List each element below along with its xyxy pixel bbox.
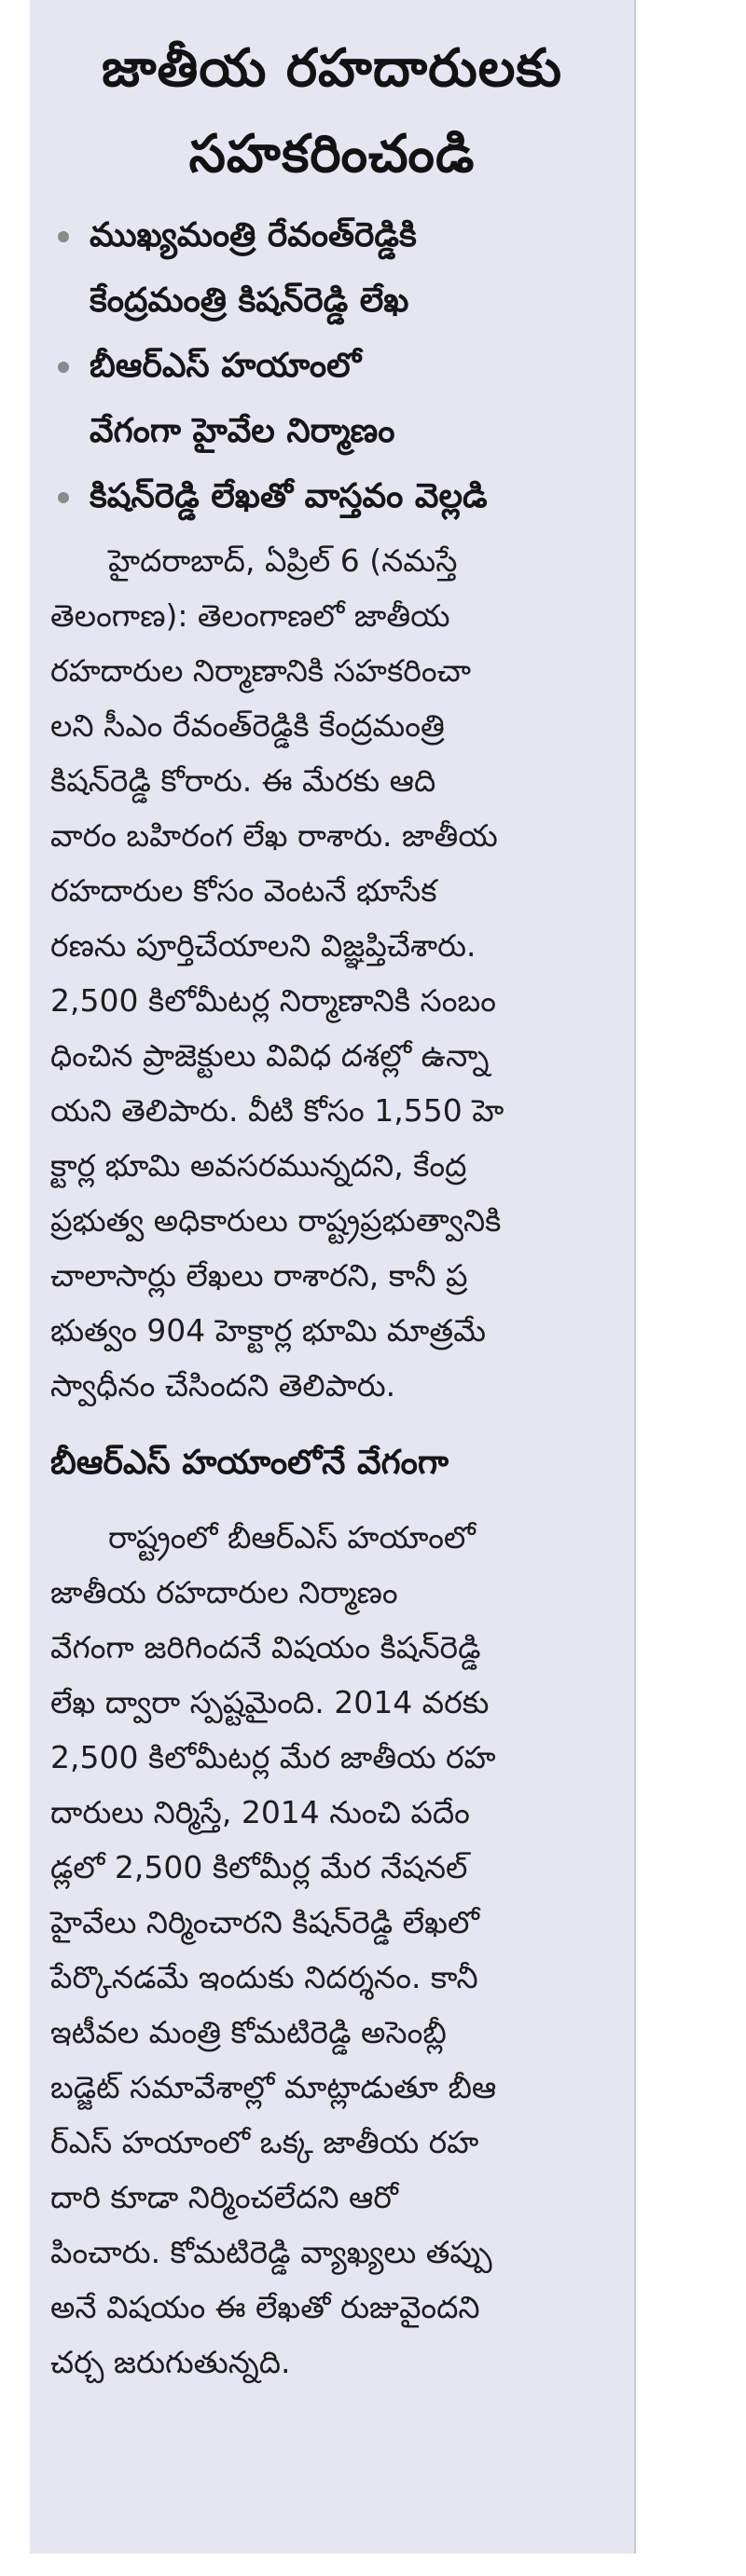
text-line: హైవేలు నిర్మించారని కిషన్‌రెడ్డి లేఖలో bbox=[50, 1904, 479, 1940]
bullet-line: ముఖ్యమంత్రి రేవంత్‌రెడ్డికి bbox=[90, 216, 417, 254]
paragraph-1 bbox=[50, 533, 614, 1413]
text-line: కిషన్‌రెడ్డి కోరారు. ఈ మేరకు ఆది bbox=[50, 762, 436, 799]
subheading: బీఆర్‌ఎస్‌ హయాంలోనే వేగంగా bbox=[50, 1444, 449, 1482]
highlight-bullets bbox=[30, 203, 634, 529]
text-line: రహదారుల నిర్మాణానికి సహకరించా bbox=[50, 652, 472, 689]
text-line: బడ్జెట్‌ సమావేశాల్లో మాట్లాడుతూ బీఆ bbox=[50, 2069, 497, 2105]
headline-line-1: జాతీయ రహదారులకు bbox=[101, 38, 563, 99]
bullet-item bbox=[50, 464, 617, 529]
text-line: వేగంగా జరిగిందనే విషయం కిషన్‌రెడ్డి bbox=[50, 1629, 481, 1665]
text-line: చాలాసార్లు లేఖలు రాశారని, కానీ ప్ర bbox=[50, 1257, 468, 1294]
text-line: వారం బహిరంగ లేఖ రాశారు. జాతీయ bbox=[50, 817, 498, 854]
text-line: జాతీయ రహదారుల నిర్మాణం bbox=[50, 1574, 398, 1610]
article-body bbox=[30, 529, 634, 2390]
text-line: క్టార్ల భూమి అవసరమున్నదని, కేంద్ర bbox=[50, 1147, 467, 1184]
text-line: రాష్ట్రంలో బీఆర్‌ఎస్‌ హయాంలో bbox=[108, 1519, 476, 1555]
text-line: పించారు. కోమటిరెడ్డి వ్యాఖ్యలు తప్పు bbox=[50, 2234, 492, 2270]
bullet-dot-icon bbox=[58, 492, 69, 503]
bullet-line: కిషన్‌రెడ్డి లేఖతో వాస్తవం వెల్లడి bbox=[90, 477, 488, 515]
news-clipping bbox=[30, 0, 636, 2554]
text-line: ప్రభుత్వ అధికారులు రాష్ట్రప్రభుత్వానికి bbox=[50, 1202, 502, 1239]
text-line: చర్చ జరుగుతున్నది. bbox=[50, 2344, 291, 2380]
text-line: ర్‌ఎస్‌ హయాంలో ఒక్క జాతీయ రహ bbox=[50, 2124, 479, 2160]
text-line: యని తెలిపారు. వీటి కోసం 1,550 హె bbox=[50, 1092, 504, 1129]
headline-line-2: సహకరించండి bbox=[188, 124, 476, 185]
text-line: దారి కూడా నిర్మించలేదని ఆరో bbox=[50, 2179, 398, 2215]
bullet-line: బీఆర్‌ఎస్‌ హయాంలో bbox=[90, 347, 362, 385]
bullet-line: వేగంగా హైవేల నిర్మాణం bbox=[90, 412, 395, 450]
text-line: రహదారుల కోసం వెంటనే భూసేక bbox=[50, 872, 437, 909]
text-line: లని సీఎం రేవంత్‌రెడ్డికి కేంద్రమంత్రి bbox=[50, 707, 445, 744]
bullet-item bbox=[50, 203, 617, 334]
bullet-dot-icon bbox=[58, 362, 69, 373]
text-line: 2,500 కిలోమీటర్ల నిర్మాణానికి సంబం bbox=[50, 982, 496, 1019]
bullet-item bbox=[50, 334, 617, 464]
paragraph-2 bbox=[50, 1510, 614, 2390]
text-line: 2,500 కిలోమీటర్ల మేర జాతీయ రహ bbox=[50, 1739, 496, 1775]
text-line: ఇటీవల మంత్రి కోమటిరెడ్డి అసెంబ్లీ bbox=[50, 2014, 447, 2050]
text-line: లేఖ ద్వారా స్పష్టమైంది. 2014 వరకు bbox=[50, 1684, 490, 1720]
text-line: తెలంగాణ): తెలంగాణలో జాతీయ bbox=[50, 597, 450, 634]
text-line: రణను పూర్తిచేయాలని విజ్ఞప్తిచేశారు. bbox=[50, 927, 477, 964]
bullet-dot-icon bbox=[58, 231, 69, 242]
text-line: భుత్వం 904 హెక్టార్ల భూమి మాత్రమే bbox=[50, 1312, 487, 1349]
text-line: పేర్కొనడమే ఇందుకు నిదర్శనం. కానీ bbox=[50, 1959, 478, 1995]
bullet-line: కేంద్రమంత్రి కిషన్‌రెడ్డి లేఖ bbox=[90, 281, 409, 320]
text-line: అనే విషయం ఈ లేఖతో రుజువైందని bbox=[50, 2289, 480, 2325]
text-line: దారులు నిర్మిస్తే, 2014 నుంచి పదేం bbox=[50, 1794, 470, 1830]
text-line: డ్లలో 2,500 కిలోమీర్ల మేర నేషనల్‌ bbox=[50, 1849, 468, 1885]
text-line: ధించిన ప్రాజెక్టులు వివిధ దశల్లో ఉన్నా bbox=[50, 1037, 490, 1074]
text-line: హైదరాబాద్‌, ఏప్రిల్‌ 6 (నమస్తే bbox=[108, 542, 458, 579]
headline bbox=[30, 0, 634, 198]
text-line: స్వాధీనం చేసిందని తెలిపారు. bbox=[50, 1367, 396, 1404]
